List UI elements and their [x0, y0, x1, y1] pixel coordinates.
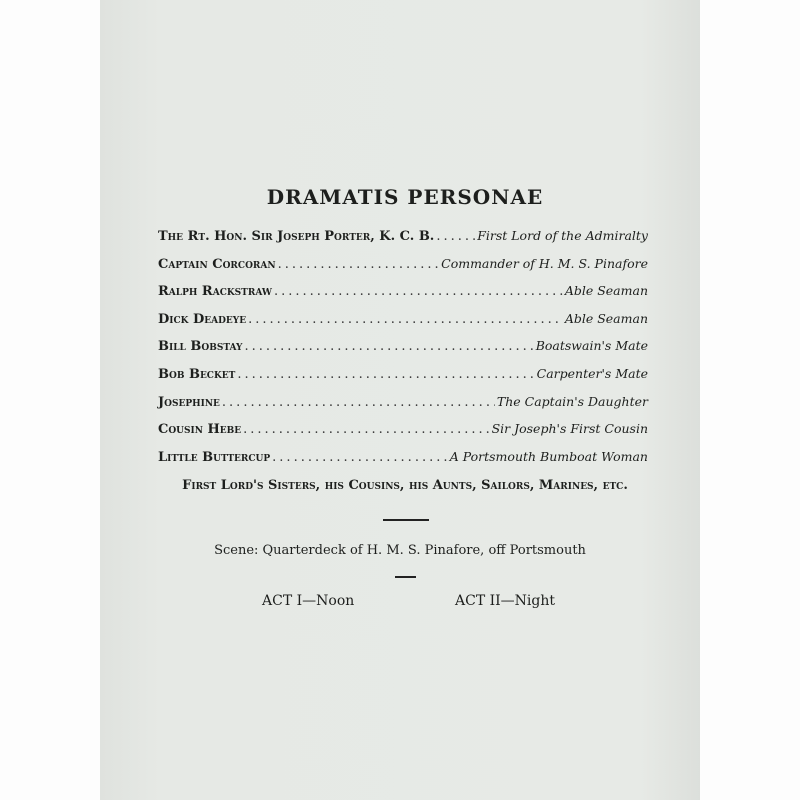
- character-name: Bill Bobstay: [158, 339, 243, 355]
- character-role: Sir Joseph's First Cousin: [491, 421, 648, 437]
- act-two: ACT II—Night: [455, 593, 556, 609]
- cast-row: [158, 394, 648, 422]
- dot-leader: [243, 422, 489, 437]
- cast-row: [158, 228, 648, 256]
- character-name: Little Buttercup: [158, 449, 271, 465]
- dot-leader: [436, 229, 475, 244]
- character-name: Ralph Rackstraw: [158, 284, 273, 300]
- act-one: ACT I—Noon: [262, 593, 355, 609]
- cast-row: [158, 366, 648, 394]
- character-name: Dick Deadeye: [158, 311, 247, 327]
- character-role: Boatswain's Mate: [535, 338, 648, 354]
- dot-leader: [237, 367, 534, 382]
- scene-line: Scene: Quarterdeck of H. M. S. Pinafore, off Portsmouth: [214, 543, 586, 558]
- divider-rule: [383, 519, 429, 521]
- character-role: Carpenter's Mate: [536, 365, 648, 381]
- cast-row: [158, 421, 648, 449]
- character-role: A Portsmouth Bumboat Woman: [449, 448, 648, 464]
- cast-list: [158, 228, 648, 476]
- cast-row: [158, 311, 648, 339]
- character-name: The Rt. Hon. Sir Joseph Porter, K. C. B.: [158, 229, 435, 244]
- cast-row: [158, 338, 648, 366]
- page-title: DRAMATIS PERSONAE: [266, 185, 544, 209]
- character-name: Bob Becket: [158, 366, 236, 382]
- dot-leader: [278, 257, 440, 272]
- short-divider-rule: [395, 576, 416, 578]
- dot-leader: [274, 284, 563, 299]
- extras-line: First Lord's Sisters, his Cousins, his Aunts, Sailors, Marines, etc.: [182, 478, 628, 493]
- character-role: Able Seaman: [564, 283, 648, 299]
- character-name: Captain Corcoran: [158, 256, 276, 272]
- dot-leader: [244, 339, 533, 354]
- character-role: The Captain's Daughter: [496, 393, 648, 409]
- character-name: Josephine: [158, 394, 220, 410]
- cast-row: [158, 449, 648, 477]
- character-role: Able Seaman: [564, 310, 648, 326]
- cast-row: [158, 256, 648, 284]
- book-page: [100, 0, 700, 800]
- character-name: Cousin Hebe: [158, 422, 242, 438]
- character-role: First Lord of the Admiralty: [477, 228, 648, 243]
- dot-leader: [248, 312, 563, 327]
- dot-leader: [272, 450, 448, 465]
- dot-leader: [222, 395, 495, 410]
- cast-row: [158, 283, 648, 311]
- character-role: Commander of H. M. S. Pinafore: [441, 255, 648, 271]
